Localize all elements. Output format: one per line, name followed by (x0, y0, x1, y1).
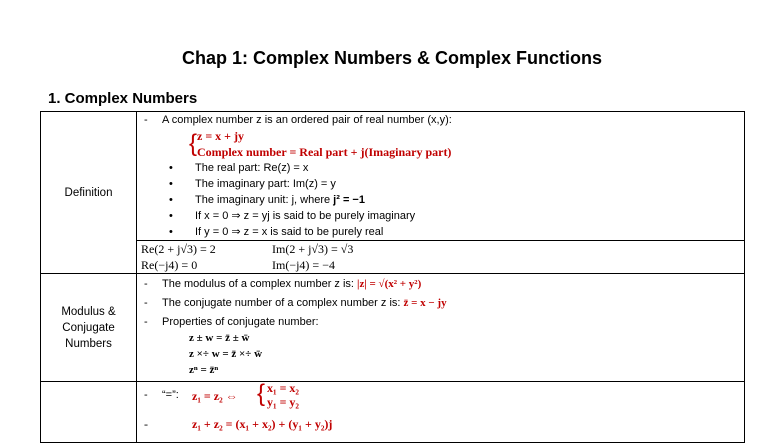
examples-content (137, 241, 745, 274)
page-title: Chap 1: Complex Numbers & Complex Functions (181, 48, 603, 68)
bullet-purely-real: If y = 0 ⇒ z = x is said to be purely real (195, 226, 384, 238)
equality-content (137, 382, 745, 443)
dash-marker: - (144, 316, 148, 328)
eq-complex-number: Complex number = Real part + j(Imaginary part) (197, 145, 452, 159)
modulus-row (41, 274, 745, 382)
brace-icon: { (257, 380, 266, 407)
content-table (40, 111, 745, 443)
dash-marker: - (144, 278, 148, 290)
bullet-imag: The imaginary part: Im(z) = y (195, 178, 336, 190)
equality-lhs: z₁ = z₂ ⇔ (192, 389, 238, 403)
dash-marker: - (144, 114, 148, 126)
property-sum: z ± w = z̄ ± w̄ (189, 332, 250, 344)
modulus-content (137, 274, 745, 382)
modulus-text: The modulus of a complex number z is: (162, 278, 358, 290)
bullet-real: The real part: Re(z) = x (195, 162, 309, 174)
dash-marker: - (144, 389, 148, 401)
definition-intro: A complex number z is an ordered pair of real number (x,y): (162, 114, 452, 126)
example-im1: Im(2 + j√3) = √3 (272, 242, 354, 256)
dash-marker: - (144, 297, 148, 309)
example-re1: Re(2 + j√3) = 2 (141, 242, 216, 256)
bullet-icon: • (169, 226, 173, 238)
modulus-equation: |z| = √(x² + y²) (357, 278, 422, 290)
bullet-purely-imaginary: If x = 0 ⇒ z = yj is said to be purely imaginary (195, 210, 416, 222)
property-power: zⁿ = z̄ⁿ (189, 364, 219, 376)
examples-row (41, 241, 745, 274)
properties-title: Properties of conjugate number: (162, 316, 319, 328)
modulus-label-line: Modulus & (61, 305, 116, 318)
brace-icon: { (189, 130, 198, 157)
bullet-icon: • (169, 178, 173, 190)
bullet-unit: The imaginary unit: j, where (195, 194, 334, 206)
example-im2: Im(−j4) = −4 (272, 258, 335, 272)
conjugate-text: The conjugate number of a complex number z is: (162, 297, 404, 309)
equality-text: “=”: (162, 389, 179, 401)
bullet-icon: • (169, 210, 173, 222)
modulus-label (41, 274, 137, 382)
example-re2: Re(−j4) = 0 (141, 258, 198, 272)
definition-label: Definition (41, 112, 137, 274)
equality-label (41, 382, 137, 443)
sum-equation: z₁ + z₂ = (x₁ + x₂) + (y₁ + y₂)j (192, 417, 333, 431)
unit-equation: j² = −1 (333, 194, 365, 206)
modulus-label-line: Conjugate (62, 321, 115, 334)
section-heading: 1. Complex Numbers (48, 90, 198, 107)
dash-marker: - (144, 417, 148, 431)
equality-row (41, 382, 745, 443)
definition-row (41, 112, 745, 241)
conjugate-equation: z̄ = x − jy (403, 297, 447, 309)
eq-definition: z = x + jy (197, 129, 244, 143)
definition-content (137, 112, 745, 241)
equality-cond2: y₁ = y₂ (267, 395, 300, 409)
modulus-label-line: Numbers (65, 337, 112, 350)
property-product: z ×÷ w = z̄ ×÷ w̄ (189, 348, 263, 360)
bullet-icon: • (169, 162, 173, 174)
equality-cond1: x₁ = x₂ (267, 381, 300, 395)
bullet-icon: • (169, 194, 173, 206)
